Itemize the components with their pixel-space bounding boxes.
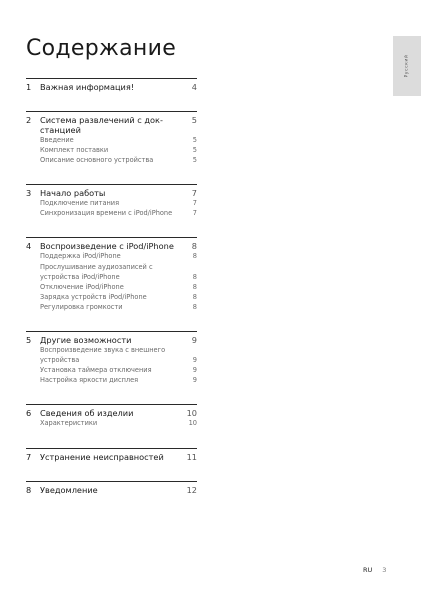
section-number: 4 bbox=[26, 241, 32, 252]
subsection-page-number: 8 bbox=[192, 252, 197, 261]
toc-subsection[interactable] bbox=[40, 135, 197, 145]
toc-subsection[interactable] bbox=[40, 198, 197, 208]
subsection-title: Поддержка iPod/iPhone bbox=[40, 252, 121, 261]
subsection-title: Комплект поставки bbox=[40, 146, 109, 155]
toc-section bbox=[26, 481, 197, 495]
subsection-title: Регулировка громкости bbox=[40, 302, 123, 311]
subsection-title: Установка таймера отключения bbox=[40, 366, 152, 375]
section-number: 7 bbox=[26, 451, 32, 462]
section-title: Система развлечений с док- станцией bbox=[40, 115, 163, 135]
page-title: Содержание bbox=[26, 36, 177, 61]
section-page-number: 11 bbox=[186, 451, 197, 462]
subsection-title: Характеристики bbox=[40, 419, 98, 428]
toc-section-heading[interactable] bbox=[26, 485, 197, 495]
section-page-number: 8 bbox=[191, 241, 197, 252]
toc-subsection[interactable] bbox=[40, 208, 197, 218]
section-number: 8 bbox=[26, 484, 32, 495]
subsection-page-number: 8 bbox=[192, 292, 197, 301]
toc-section bbox=[26, 404, 197, 428]
toc-subsection[interactable] bbox=[40, 262, 197, 282]
subsection-page-number: 9 bbox=[192, 366, 197, 375]
subsection-title: Зарядка устройств iPod/iPhone bbox=[40, 292, 147, 301]
toc-section bbox=[26, 78, 197, 92]
section-title: Начало работы bbox=[40, 188, 106, 199]
subsection-page-number: 8 bbox=[192, 282, 197, 291]
toc-section-heading[interactable] bbox=[26, 452, 197, 462]
toc-section bbox=[26, 331, 197, 385]
section-title: Воспроизведение с iPod/iPhone bbox=[40, 241, 174, 252]
toc-section bbox=[26, 237, 197, 312]
subsection-title: Настройка яркости дисплея bbox=[40, 376, 139, 385]
section-page-number: 10 bbox=[186, 408, 197, 419]
toc-section-heading[interactable] bbox=[26, 408, 197, 418]
toc-subsection[interactable] bbox=[40, 365, 197, 375]
toc-subsection[interactable] bbox=[40, 282, 197, 292]
subsection-page-number: 5 bbox=[192, 156, 197, 165]
subsection-page-number: 8 bbox=[192, 302, 197, 311]
toc-section-heading[interactable] bbox=[26, 188, 197, 198]
subsection-page-number: 8 bbox=[192, 272, 197, 281]
toc-section bbox=[26, 448, 197, 462]
subsection-page-number: 10 bbox=[188, 419, 197, 428]
toc-subsection[interactable] bbox=[40, 155, 197, 165]
toc-section-heading[interactable] bbox=[26, 241, 197, 251]
subsection-page-number: 9 bbox=[192, 356, 197, 365]
section-number: 5 bbox=[26, 335, 32, 346]
toc-section-heading[interactable] bbox=[26, 82, 197, 92]
language-tab bbox=[393, 36, 421, 96]
subsection-title: Описание основного устройства bbox=[40, 156, 154, 165]
subsection-title: Воспроизведение звука с внешнего устройства bbox=[40, 346, 166, 365]
toc-subsection[interactable] bbox=[40, 302, 197, 312]
subsection-page-number: 5 bbox=[192, 146, 197, 155]
section-title: Важная информация! bbox=[40, 82, 135, 92]
toc-subsection[interactable] bbox=[40, 375, 197, 385]
section-title: Сведения об изделии bbox=[40, 408, 134, 419]
section-page-number: 7 bbox=[191, 188, 197, 199]
page-footer bbox=[363, 566, 386, 574]
subsection-title: Отключение iPod/iPhone bbox=[40, 282, 124, 291]
subsection-page-number: 7 bbox=[192, 209, 197, 218]
section-page-number: 9 bbox=[191, 335, 197, 346]
toc-subsection[interactable] bbox=[40, 292, 197, 302]
subsection-page-number: 5 bbox=[192, 136, 197, 144]
section-page-number: 12 bbox=[186, 484, 197, 495]
toc-subsection[interactable] bbox=[40, 345, 197, 365]
footer-language: RU bbox=[363, 566, 373, 574]
section-page-number: 5 bbox=[191, 115, 197, 125]
subsection-title: Прослушивание аудиозаписей с устройства iPod/iPhone bbox=[40, 262, 153, 281]
toc-subsection[interactable] bbox=[40, 251, 197, 261]
toc-section-heading[interactable] bbox=[26, 335, 197, 345]
subsection-title: Синхронизация времени с iPod/iPhone bbox=[40, 209, 173, 218]
toc-section bbox=[26, 184, 197, 218]
toc-section bbox=[26, 111, 197, 165]
toc-section-heading[interactable] bbox=[26, 115, 197, 135]
toc-subsection[interactable] bbox=[40, 145, 197, 155]
section-page-number: 4 bbox=[191, 82, 197, 92]
section-number: 2 bbox=[26, 115, 32, 125]
section-title: Уведомление bbox=[40, 484, 98, 495]
subsection-page-number: 9 bbox=[192, 376, 197, 385]
language-tab-label: Русский bbox=[404, 54, 410, 78]
toc-subsection[interactable] bbox=[40, 418, 197, 428]
subsection-title: Подключение питания bbox=[40, 199, 120, 208]
footer-page-number: 3 bbox=[382, 566, 387, 574]
section-number: 1 bbox=[26, 82, 32, 92]
subsection-page-number: 7 bbox=[192, 199, 197, 208]
table-of-contents bbox=[26, 78, 197, 495]
section-title: Другие возможности bbox=[40, 335, 132, 346]
section-number: 6 bbox=[26, 408, 32, 419]
section-number: 3 bbox=[26, 188, 32, 199]
section-title: Устранение неисправностей bbox=[40, 451, 164, 462]
subsection-title: Введение bbox=[40, 136, 74, 144]
